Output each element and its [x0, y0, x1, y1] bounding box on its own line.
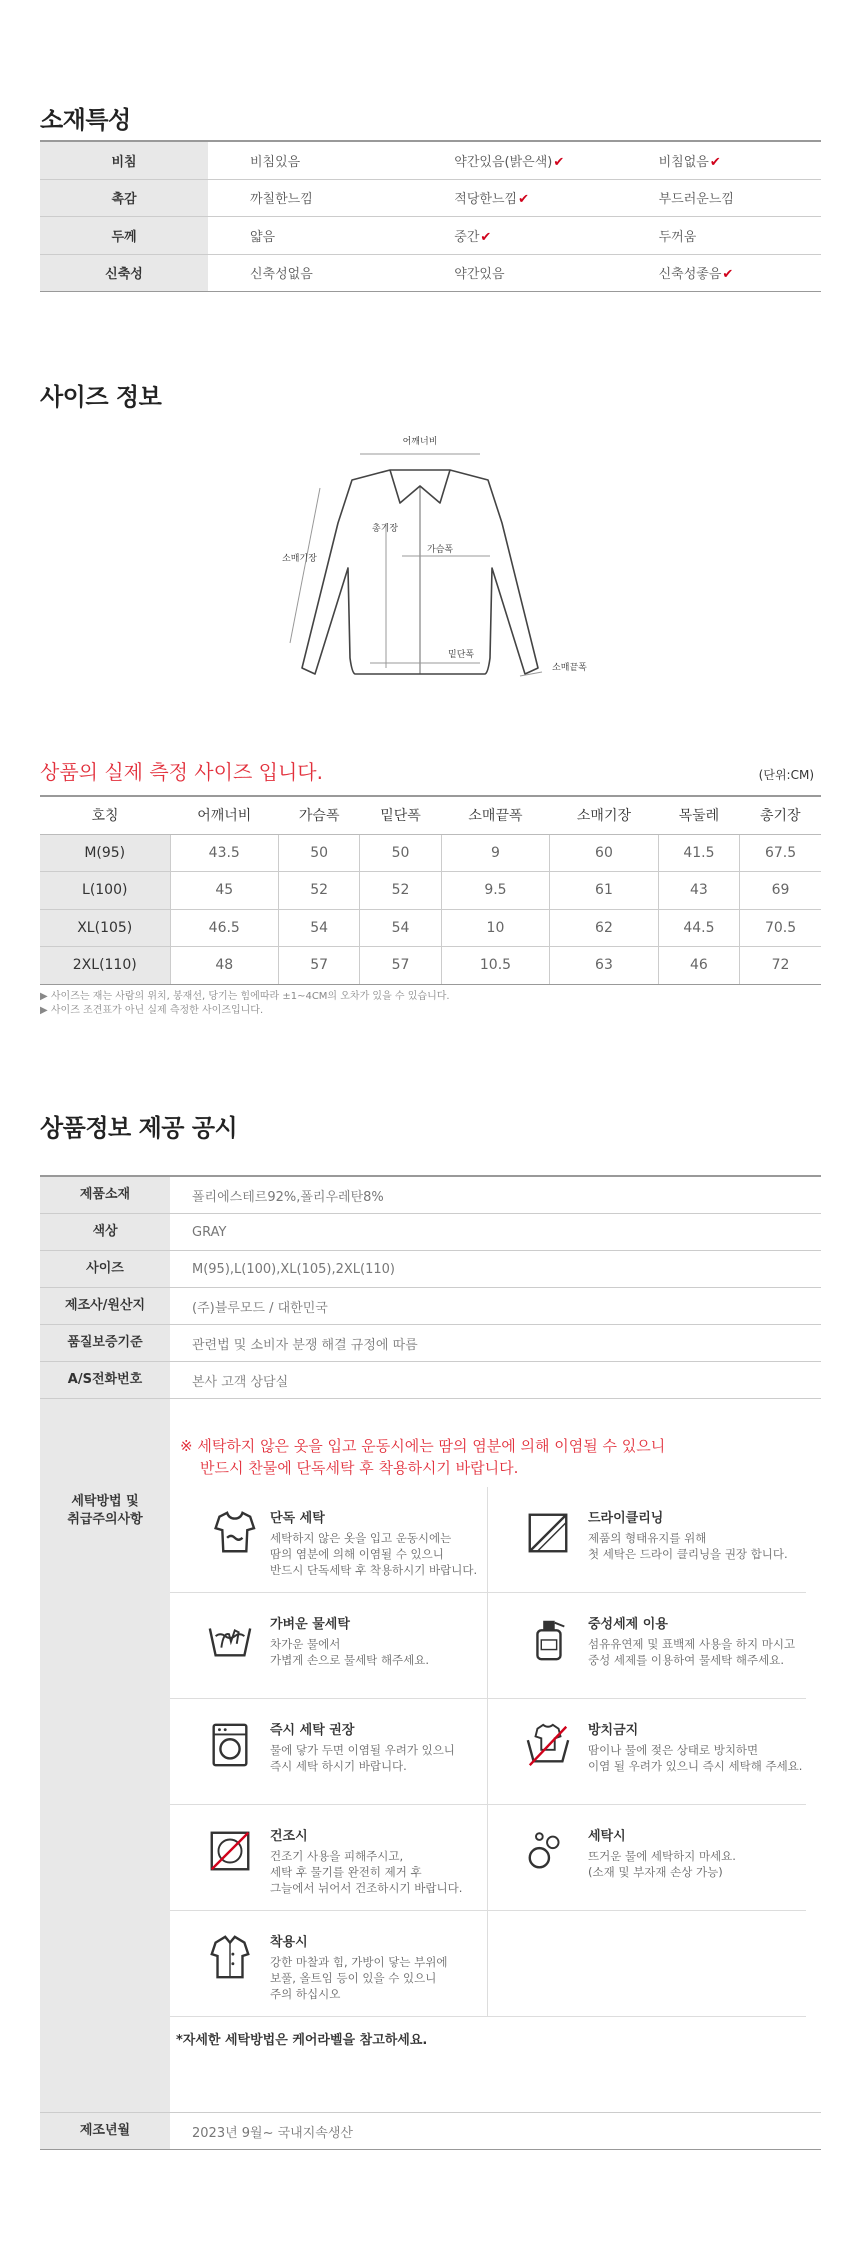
size-notes: [40, 990, 450, 1018]
size-cell: 57: [279, 947, 360, 985]
no-leaving-icon: [524, 1721, 572, 1769]
fabric-option: [617, 226, 821, 245]
fabric-option: [208, 188, 412, 207]
care-item-title: 드라이클리닝: [588, 1511, 664, 1526]
care-row: [40, 1399, 821, 2113]
fabric-row: [40, 217, 821, 255]
fabric-option: [208, 263, 412, 282]
tshirt-wash-icon: [206, 1509, 254, 1557]
check-icon: ✔: [722, 267, 734, 283]
size-cell: 10.5: [441, 947, 550, 985]
label-total-length: 총기장: [372, 524, 399, 534]
care-item-line: 섬유유연제 및 표백제 사용을 하지 마시고: [588, 1637, 796, 1651]
care-item-description: [588, 1848, 736, 1880]
care-item-line: 반드시 단독세탁 후 착용하시기 바랍니다.: [270, 1563, 478, 1577]
check-icon: ✔: [553, 154, 565, 170]
fabric-option-text: 얇음: [250, 229, 276, 245]
care-warning-line: ※ 세탁하지 않은 옷을 입고 운동시에는 땀의 염분에 의해 이염될 수 있으니: [180, 1437, 666, 1455]
label-chest: 가슴폭: [427, 545, 454, 555]
size-note: ▶ 사이즈 조견표가 아닌 실제 측정한 사이즈입니다.: [40, 1005, 264, 1016]
care-item-title: 세탁시: [588, 1829, 626, 1844]
size-cell: 43.5: [170, 834, 279, 872]
care-area: [170, 1399, 821, 2112]
info-value: 폴리에스테르92%,폴리우레탄8%: [192, 1189, 384, 1205]
care-item-line: 건조기 사용을 피해주시고,: [270, 1849, 404, 1863]
size-diagram: [282, 428, 590, 700]
care-label: [40, 1399, 170, 2112]
size-cell: 46.5: [170, 909, 279, 947]
care-label-line: 세탁방법 및: [71, 1494, 139, 1509]
size-row: [40, 834, 821, 872]
size-row-label: L(100): [40, 872, 170, 910]
care-item-title: 착용시: [270, 1935, 308, 1950]
care-item-title: 가벼운 물세탁: [270, 1617, 350, 1632]
size-column-header: 소매끝폭: [441, 796, 550, 834]
size-column-header: 소매기장: [550, 796, 659, 834]
fabric-option: [412, 151, 616, 170]
size-cell: 72: [740, 947, 821, 985]
info-label: 제조년월: [40, 2113, 170, 2149]
care-item-description: [588, 1636, 795, 1668]
size-cell: 50: [360, 834, 441, 872]
care-item-line: 보풀, 올트임 등이 있을 수 있으니: [270, 1971, 437, 1985]
info-row: [40, 1325, 821, 1362]
care-item-line: 그늘에서 뉘어서 건조하시기 바랍니다.: [270, 1881, 463, 1895]
care-item-description: [588, 1742, 802, 1774]
info-label: 색상: [40, 1214, 170, 1250]
info-value: 본사 고객 상담실: [192, 1374, 289, 1390]
care-item-title: 중성세제 이용: [588, 1617, 668, 1632]
fabric-row-label: 두께: [40, 217, 208, 254]
size-table: [40, 795, 821, 985]
care-item: [170, 1805, 488, 1911]
size-table-header: [40, 796, 821, 834]
care-item: [170, 1911, 488, 2017]
care-item-description: [270, 1636, 429, 1668]
fabric-title: 소재특성: [40, 106, 131, 134]
fabric-option-text: 까칠한느낌: [250, 192, 313, 208]
care-item-line: 강한 마찰과 힘, 가방이 닿는 부위에: [270, 1955, 448, 1969]
size-note: ▶ 사이즈는 재는 사람의 위치, 봉재선, 당기는 힘에따라 ±1~4CM의 오차가 있을 수 있습니다.: [40, 991, 450, 1002]
size-row: [40, 909, 821, 947]
size-row-label: M(95): [40, 834, 170, 872]
size-cell: 61: [550, 872, 659, 910]
care-item-line: 뜨거운 물에 세탁하지 마세요.: [588, 1849, 736, 1863]
fabric-option-text: 비침없음: [658, 154, 709, 170]
info-title: 상품정보 제공 공시: [40, 1114, 238, 1142]
care-item-description: [270, 1954, 447, 2002]
size-cell: 60: [550, 834, 659, 872]
care-item-line: 세탁하지 않은 옷을 입고 운동시에는: [270, 1531, 452, 1545]
care-item-description: [588, 1530, 788, 1562]
fabric-option: [617, 188, 821, 207]
care-item-empty: [488, 1911, 806, 2017]
fabric-option: [208, 151, 412, 170]
fabric-option-text: 부드러운느낌: [658, 192, 734, 208]
fabric-row-label: 촉감: [40, 180, 208, 217]
info-value: M(95),L(100),XL(105),2XL(110): [192, 1261, 395, 1277]
info-value: 2023년 9월~ 국내지속생산: [192, 2125, 353, 2141]
size-cell: 57: [360, 947, 441, 985]
fabric-option-text: 신축성좋음: [658, 267, 722, 283]
care-item-line: 주의 하십시오: [270, 1987, 341, 2001]
info-label: 사이즈: [40, 1251, 170, 1287]
check-icon: ✔: [518, 192, 529, 208]
care-item-title: 즉시 세탁 권장: [270, 1723, 355, 1738]
fabric-row: [40, 142, 821, 180]
size-row: [40, 947, 821, 985]
fabric-row-label: 신축성: [40, 255, 208, 292]
care-item-description: [270, 1530, 477, 1578]
detergent-icon: [524, 1615, 572, 1663]
care-item-line: 이염 될 우려가 있으니 즉시 세탁해 주세요.: [588, 1759, 803, 1773]
fabric-option: [208, 226, 412, 245]
care-item-line: 땀이나 물에 젖은 상태로 방치하면: [588, 1743, 759, 1757]
fabric-option: [412, 188, 616, 207]
size-row: [40, 872, 821, 910]
care-item: [488, 1699, 806, 1805]
size-cell: 69: [740, 872, 821, 910]
care-item-line: 가볍게 손으로 물세탁 해주세요.: [270, 1653, 430, 1667]
fabric-row: [40, 255, 821, 293]
info-row: [40, 1251, 821, 1288]
info-value: 관련법 및 소비자 분쟁 해결 규정에 따름: [192, 1337, 418, 1353]
fabric-option-text: 신축성없음: [250, 267, 313, 283]
care-item-line: 세탁 후 물기를 완전히 제거 후: [270, 1865, 422, 1879]
info-value: (주)블루모드 / 대한민국: [192, 1300, 328, 1316]
care-item-description: [270, 1848, 462, 1896]
label-sleeve-length: 소매기장: [282, 554, 317, 564]
care-item-title: 건조시: [270, 1829, 308, 1844]
care-item: [170, 1487, 488, 1593]
info-row: [40, 1177, 821, 1214]
size-cell: 63: [550, 947, 659, 985]
size-cell: 10: [441, 909, 550, 947]
info-row-date: [40, 2113, 821, 2150]
care-item: [170, 1699, 488, 1805]
care-item-line: 첫 세탁은 드라이 클리닝을 권장 합니다.: [588, 1547, 788, 1561]
info-row: [40, 1362, 821, 1399]
size-heading: 상품의 실제 측정 사이즈 입니다.: [40, 760, 323, 784]
size-row-label: 2XL(110): [40, 947, 170, 985]
size-cell: 67.5: [740, 834, 821, 872]
fabric-option: [412, 226, 616, 245]
info-label: 품질보증기준: [40, 1325, 170, 1361]
info-label: 제조사/원산지: [40, 1288, 170, 1324]
care-item-title: 방치금지: [588, 1723, 639, 1738]
label-cuff: 소매끝폭: [552, 663, 587, 673]
fabric-option: [617, 263, 821, 282]
care-warning: [180, 1435, 665, 1479]
care-item-line: (소재 및 부자재 손상 가능): [588, 1865, 723, 1879]
fabric-option: [617, 151, 821, 170]
info-label: 제품소재: [40, 1177, 170, 1213]
care-item-line: 땀의 염분에 의해 이염될 수 있으니: [270, 1547, 444, 1561]
size-column-header: 어깨너비: [170, 796, 279, 834]
care-item-description: [270, 1742, 455, 1774]
care-item: [488, 1593, 806, 1699]
check-icon: ✔: [480, 229, 492, 245]
size-cell: 62: [550, 909, 659, 947]
fabric-option-text: 약간있음(밝은색): [454, 154, 553, 170]
care-item-line: 즉시 세탁 하시기 바랍니다.: [270, 1759, 407, 1773]
info-row: [40, 1214, 821, 1251]
info-table: [40, 1175, 821, 2150]
dry-clean-icon: [524, 1509, 572, 1557]
size-cell: 50: [279, 834, 360, 872]
care-item-line: 중성 세제를 이용하여 물세탁 해주세요.: [588, 1653, 785, 1667]
washing-machine-icon: [206, 1721, 254, 1769]
size-cell: 45: [170, 872, 279, 910]
size-column-header: 가슴폭: [279, 796, 360, 834]
care-item-line: 제품의 형태유지를 위해: [588, 1531, 707, 1545]
size-cell: 54: [279, 909, 360, 947]
fabric-row-label: 비침: [40, 142, 208, 179]
fabric-row: [40, 180, 821, 218]
label-hem: 밑단폭: [448, 650, 475, 660]
care-item-line: 물에 닿가 두면 이염될 우려가 있으니: [270, 1743, 455, 1757]
size-cell: 52: [360, 872, 441, 910]
size-cell: 43: [658, 872, 739, 910]
size-column-header: 밑단폭: [360, 796, 441, 834]
size-unit: (단위:CM): [758, 768, 814, 782]
fabric-option-text: 적당한느낌: [454, 192, 518, 208]
care-footnote: *자세한 세탁방법은 케어라벨을 참고하세요.: [176, 2033, 428, 2048]
size-cell: 54: [360, 909, 441, 947]
size-column-header: 호칭: [40, 796, 170, 834]
care-item-line: 차가운 물에서: [270, 1637, 341, 1651]
hand-wash-icon: [206, 1615, 254, 1663]
label-shoulder: 어깨너비: [402, 437, 438, 447]
size-cell: 46: [658, 947, 739, 985]
size-cell: 48: [170, 947, 279, 985]
care-warning-line: 반드시 찬물에 단독세탁 후 착용하시기 바랍니다.: [200, 1459, 519, 1477]
size-row-label: XL(105): [40, 909, 170, 947]
bubbles-icon: [524, 1827, 572, 1875]
size-cell: 52: [279, 872, 360, 910]
fabric-option-text: 비침있음: [250, 154, 301, 170]
fabric-option-text: 중간: [454, 229, 480, 245]
check-icon: ✔: [709, 154, 721, 170]
fabric-option-text: 두꺼움: [658, 229, 697, 245]
size-cell: 41.5: [658, 834, 739, 872]
size-cell: 9.5: [441, 872, 550, 910]
no-dryer-icon: [206, 1827, 254, 1875]
info-label: A/S전화번호: [40, 1362, 170, 1398]
size-cell: 9: [441, 834, 550, 872]
info-value: GRAY: [192, 1224, 227, 1240]
size-cell: 44.5: [658, 909, 739, 947]
size-column-header: 총기장: [740, 796, 821, 834]
shirt-icon: [206, 1933, 254, 1981]
size-title: 사이즈 정보: [40, 383, 162, 411]
care-item: [170, 1593, 488, 1699]
care-item-title: 단독 세탁: [270, 1511, 325, 1526]
info-row: [40, 1288, 821, 1325]
fabric-option-text: 약간있음: [454, 267, 505, 283]
fabric-table: [40, 140, 821, 292]
care-label-line: 취급주의사항: [67, 1512, 143, 1527]
size-column-header: 목둘레: [658, 796, 739, 834]
care-item: [488, 1805, 806, 1911]
fabric-option: [412, 263, 616, 282]
size-cell: 70.5: [740, 909, 821, 947]
care-item: [488, 1487, 806, 1593]
